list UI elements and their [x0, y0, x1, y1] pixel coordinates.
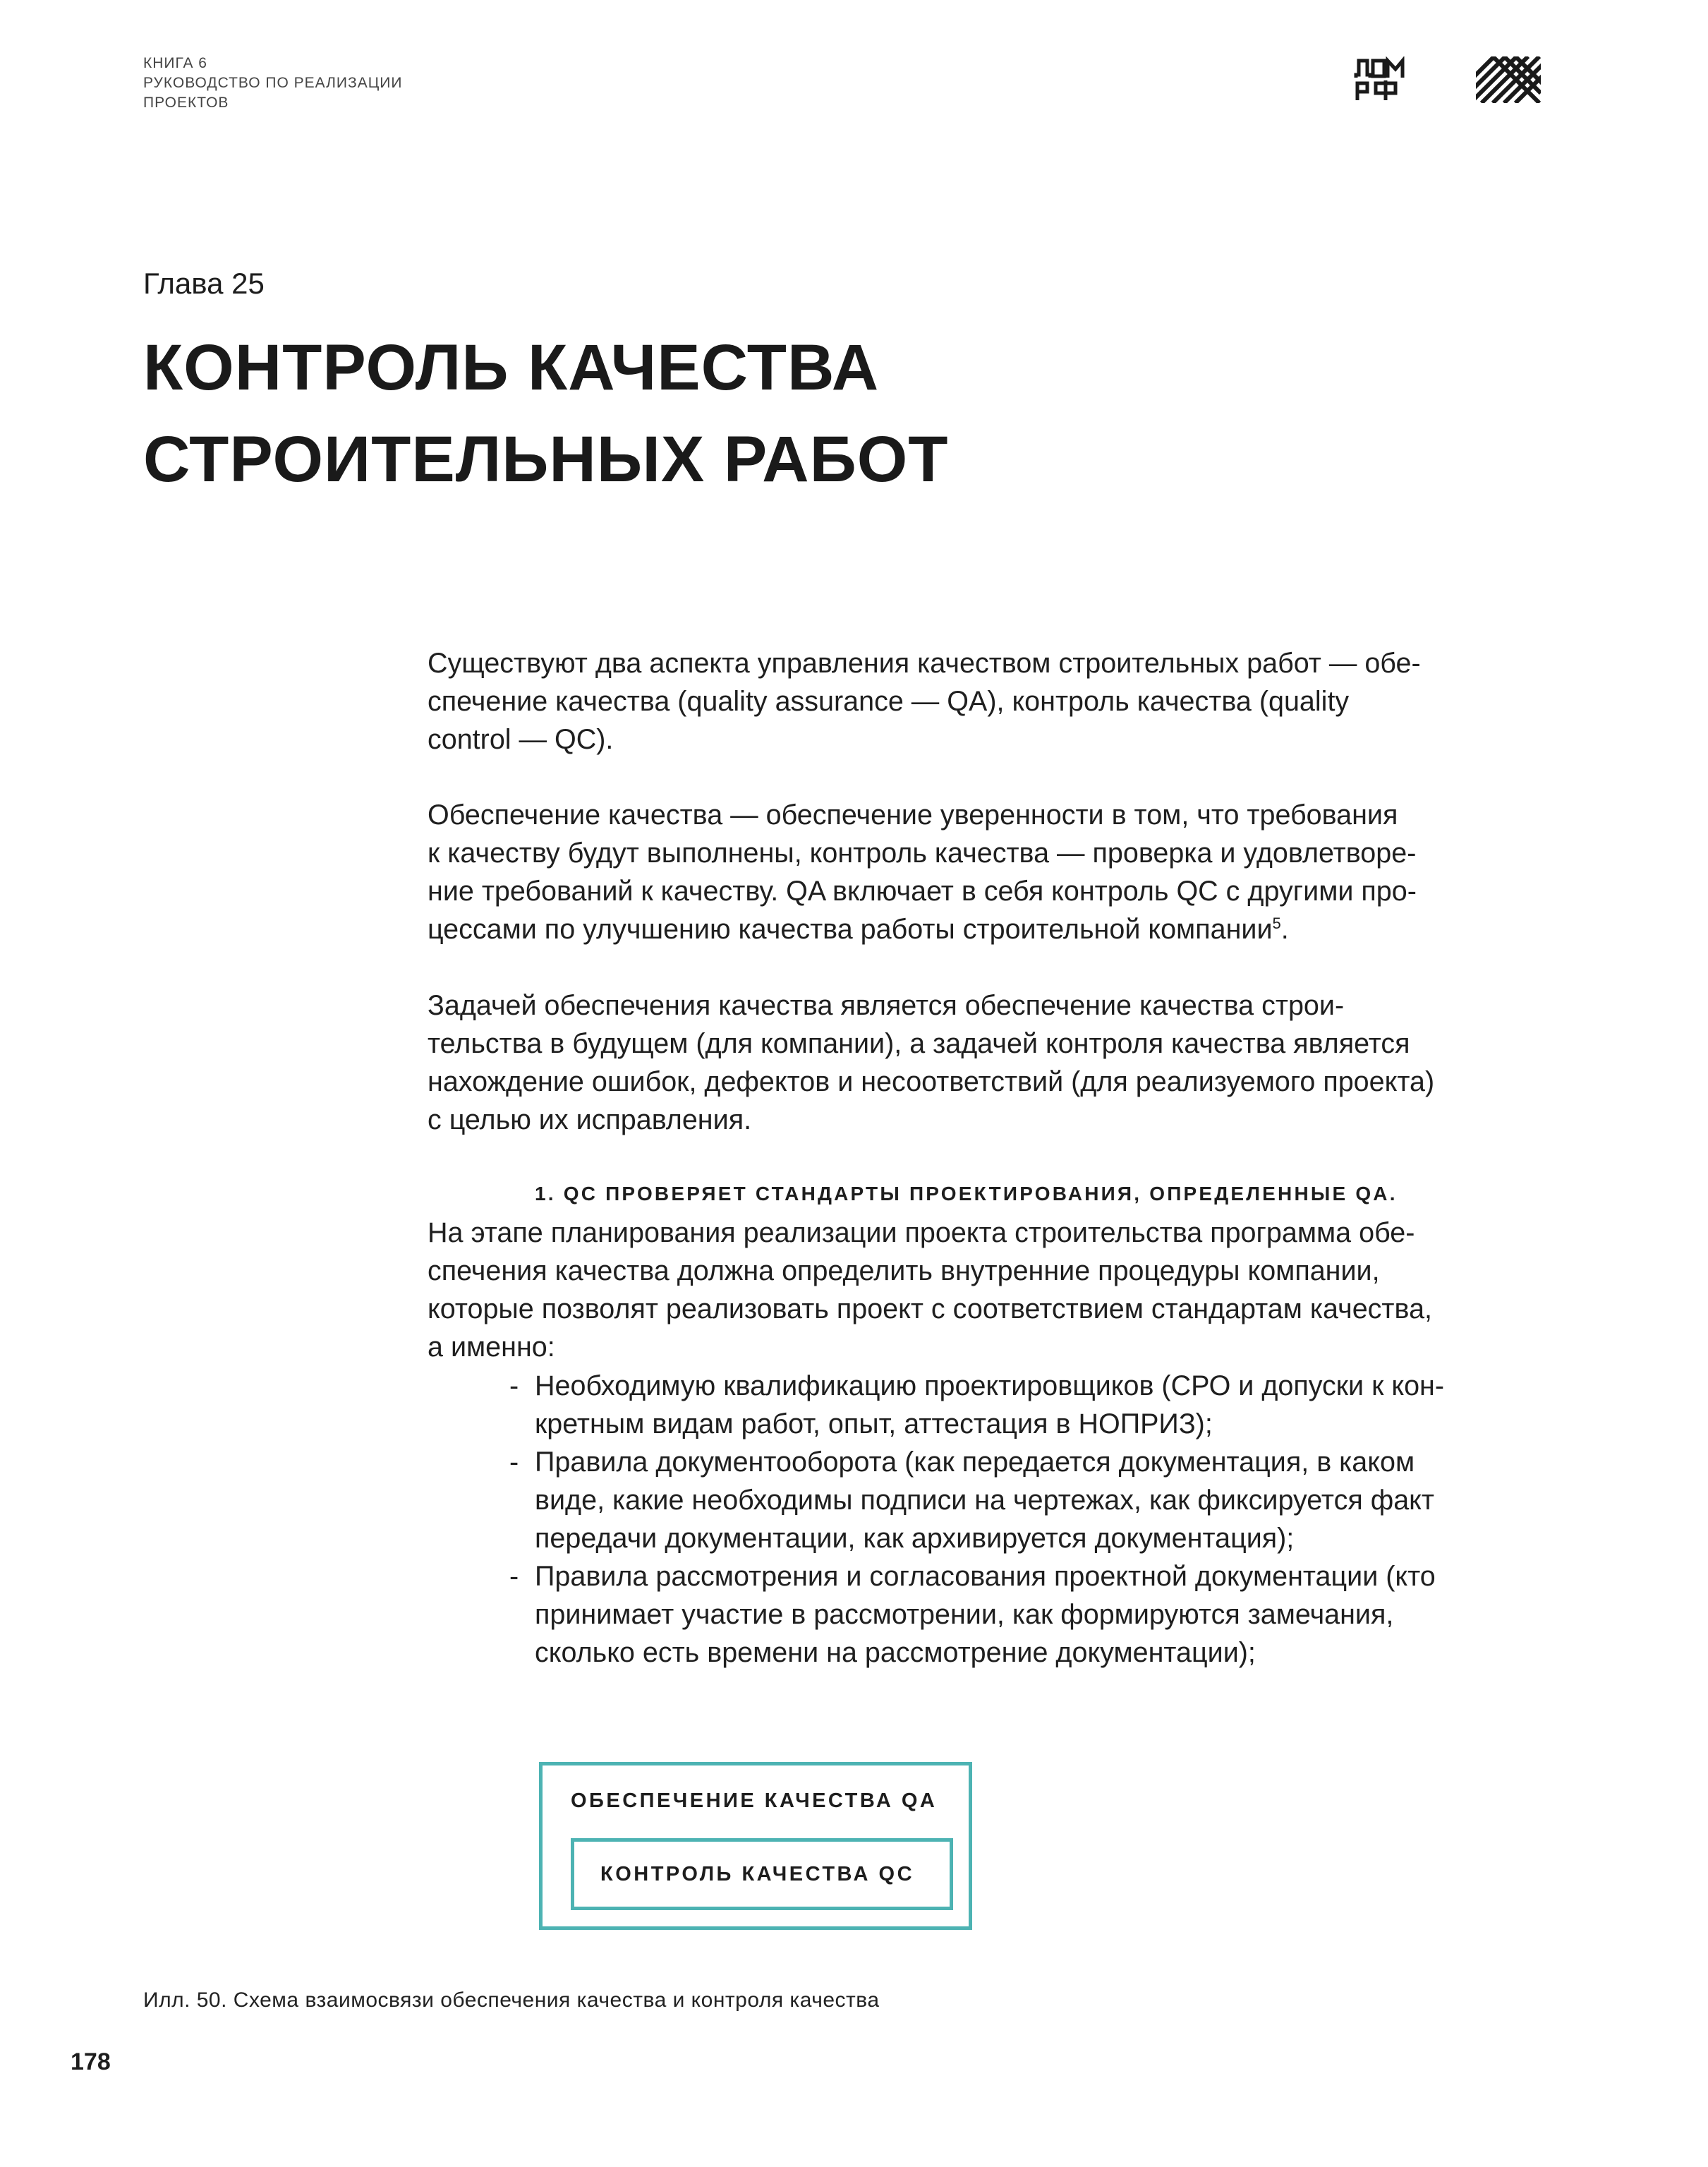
footnote-reference[interactable]: 5: [1272, 914, 1281, 932]
paragraph-qa-qc-aspects: [428, 644, 1528, 759]
page-number: 178: [71, 2048, 111, 2075]
text-line-content: цессами по улучшению качества работы строительной компании: [428, 914, 1273, 945]
chapter-label: Глава 25: [143, 267, 265, 300]
bullet-marker: -: [509, 1447, 519, 1478]
book-title-line: РУКОВОДСТВО ПО РЕАЛИЗАЦИИ: [143, 75, 403, 91]
bullet-marker: -: [509, 1370, 519, 1401]
text-line: На этапе планирования реализации проекта строительства программа обе-: [428, 1217, 1415, 1248]
book-title-line: ПРОЕКТОВ: [143, 95, 229, 111]
chapter-title: [143, 322, 948, 505]
text-line: тельства в будущем (для компании), а задачей контроля качества является: [428, 1028, 1410, 1059]
qc-inner-box: [571, 1838, 953, 1910]
text-line: Правила документооборота (как передается документация, в каком: [535, 1447, 1415, 1478]
list-item: [509, 1443, 1532, 1557]
procedures-list: [509, 1367, 1532, 1672]
text-line: принимает участие в рассмотрении, как формируются замечания,: [535, 1599, 1394, 1630]
text-line: кретным видам работ, опыт, аттестация в НОПРИЗ);: [535, 1408, 1213, 1439]
chapter-title-line: СТРОИТЕЛЬНЫХ РАБОТ: [143, 423, 949, 495]
text-line: спечения качества должна определить внутренние процедуры компании,: [428, 1255, 1380, 1286]
book-title-line: КНИГА 6: [143, 55, 207, 71]
sentence-end: .: [1280, 914, 1289, 945]
text-line: с целью их исправления.: [428, 1104, 752, 1135]
section-heading: 1. QC ПРОВЕРЯЕТ СТАНДАРТЫ ПРОЕКТИРОВАНИЯ, ОПРЕДЕЛЕННЫЕ QA.: [535, 1183, 1398, 1205]
figure-caption: Илл. 50. Схема взаимосвязи обеспечения качества и контроля качества: [143, 1988, 880, 2012]
text-line: Правила рассмотрения и согласования проектной документации (кто: [535, 1561, 1436, 1592]
qa-label: ОБЕСПЕЧЕНИЕ КАЧЕСТВА QA: [571, 1789, 938, 1812]
text-line: которые позволят реализовать проект с соответствием стандартам качества,: [428, 1293, 1433, 1324]
bullet-marker: -: [509, 1561, 519, 1592]
text-line: Задачей обеспечения качества является обеспечение качества строи-: [428, 990, 1345, 1021]
pattern-logo-icon: [1476, 56, 1541, 103]
qc-label: КОНТРОЛЬ КАЧЕСТВА QC: [600, 1863, 915, 1885]
dom-rf-logo: [1353, 56, 1405, 103]
text-line: нахождение ошибок, дефектов и несоответствий (для реализуемого проекта): [428, 1066, 1435, 1097]
section-intro: [428, 1214, 1528, 1366]
paragraph-qa-definition: [428, 796, 1528, 948]
list-item: [509, 1557, 1532, 1672]
text-line: спечение качества (quality assurance — QA), контроль качества (quality: [428, 686, 1350, 717]
text-line: к качеству будут выполнены, контроль качества — проверка и удовлетворе-: [428, 838, 1417, 869]
text-line: передачи документации, как архивируется документация);: [535, 1523, 1295, 1554]
book-title: [143, 54, 402, 113]
text-line: Необходимую квалификацию проектировщиков (СРО и допуски к кон-: [535, 1370, 1445, 1401]
text-line: [428, 910, 1528, 948]
text-line: Существуют два аспекта управления качеством строительных работ — обе-: [428, 648, 1421, 679]
text-line: control — QC).: [428, 724, 614, 755]
text-line: виде, какие необходимы подписи на чертежах, как фиксируется факт: [535, 1485, 1434, 1516]
paragraph-qa-qc-goals: [428, 986, 1528, 1139]
text-line: сколько есть времени на рассмотрение документации);: [535, 1637, 1256, 1668]
qa-outer-box: [539, 1762, 972, 1930]
chapter-title-line: КОНТРОЛЬ КАЧЕСТВА: [143, 332, 880, 404]
list-item: [509, 1367, 1532, 1443]
text-line: ние требований к качеству. QA включает в себя контроль QC с другими про-: [428, 876, 1417, 907]
text-line: Обеспечение качества — обеспечение уверенности в том, что требования: [428, 799, 1398, 831]
text-line: а именно:: [428, 1332, 555, 1363]
